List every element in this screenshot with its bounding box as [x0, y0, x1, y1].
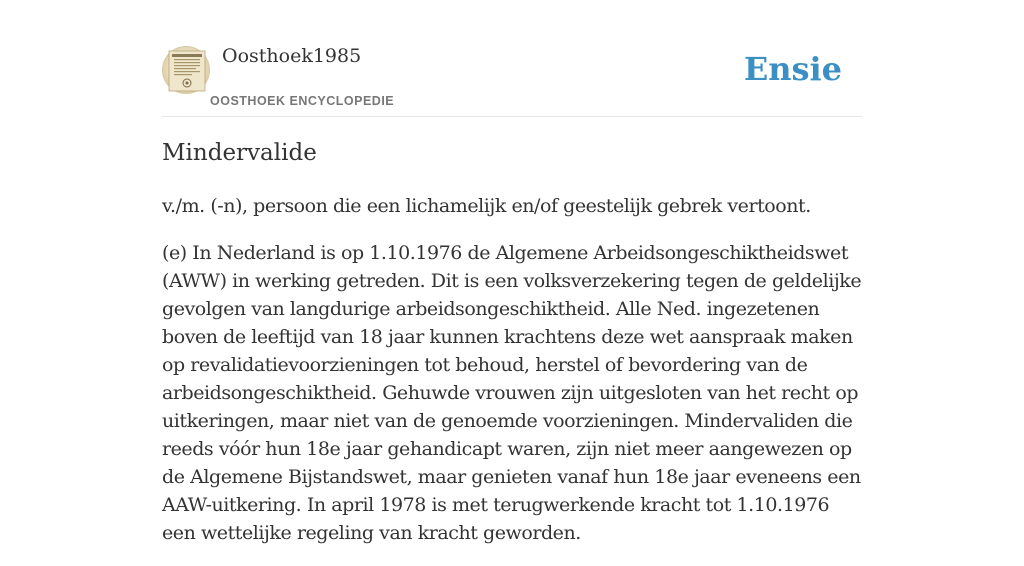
avatar[interactable] [162, 46, 210, 94]
header [162, 0, 862, 117]
source-label[interactable]: OOSTHOEK ENCYCLOPEDIE [210, 94, 395, 108]
definition-paragraph: v./m. (-n), persoon die een lichamelijk en/of geestelijk gebrek vertoont. [162, 195, 811, 217]
username[interactable]: Oosthoek1985 [222, 45, 362, 67]
article-content [162, 192, 866, 566]
body-paragraph: (e) In Nederland is op 1.10.1976 de Algemene Arbeidsongeschiktheidswet (AWW) in werking getreden. Dit is een volksverzekering tegen de geldelijke gevolgen van langdurige arbeidsongeschiktheid. Alle Ned. ingezetenen boven de leeftijd van 18 jaar kunnen krachtens deze wet aanspraak maken op revalidatievoorzieningen tot behoud, herstel of bevordering van de arbeidsongeschiktheid. Gehuwde vrouwen zijn uitgesloten van het recht op uitkeringen, maar niet van de genoemde voorzieningen. Mindervaliden die reeds vóór hun 18e jaar gehandicapt waren, zijn niet meer aangewezen op de Algemene Bijstandswet, maar genieten vanaf hun 18e jaar eveneens een AAW-uitkering. In april 1978 is met terugwerkende kracht tot 1.10.1976 een wettelijke regeling van kracht geworden. [162, 242, 862, 544]
book-cover-icon [163, 47, 211, 95]
page-title: Mindervalide [162, 140, 317, 166]
brand-logo[interactable]: Ensie [743, 50, 842, 88]
